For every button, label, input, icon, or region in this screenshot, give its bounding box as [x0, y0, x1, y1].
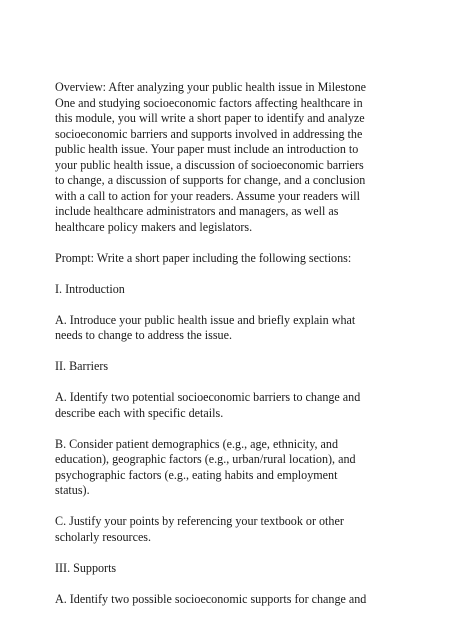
overview-paragraph	[55, 80, 415, 235]
section-barriers-heading	[55, 359, 415, 375]
barriers-item-b	[55, 437, 415, 499]
item-line: status).	[55, 483, 90, 497]
overview-line: One and studying socioeconomic factors affecting healthcare in	[55, 95, 363, 110]
item-line: A. Introduce your public health issue and briefly explain what	[55, 312, 356, 327]
item-line: A. Identify two potential socioeconomic barriers to change and	[55, 390, 361, 404]
supports-item-a	[55, 592, 415, 608]
section-introduction-heading	[55, 282, 415, 298]
overview-line: socioeconomic barriers and supports involved in addressing the	[55, 126, 363, 141]
overview-line: Overview: After analyzing your public health issue in Milestone	[55, 80, 367, 94]
item-line: needs to change to address the issue.	[55, 328, 232, 342]
prompt-paragraph	[55, 251, 415, 267]
barriers-item-c	[55, 514, 415, 545]
section-heading: II. Barriers	[55, 359, 109, 373]
overview-line: to change, a discussion of supports for change, and a conclusion	[55, 173, 366, 187]
item-line: A. Identify two possible socioeconomic supports for change and	[55, 591, 367, 606]
overview-line: with a call to action for your readers. Assume your readers will	[55, 188, 360, 203]
section-supports-heading	[55, 561, 415, 577]
item-line: C. Justify your points by referencing your textbook or other	[55, 514, 344, 528]
overview-line: healthcare policy makers and legislators.	[55, 219, 253, 234]
prompt-line: Prompt: Write a short paper including the following sections:	[55, 250, 352, 265]
section-heading: I. Introduction	[55, 281, 125, 296]
document-body	[55, 80, 415, 623]
item-line: scholarly resources.	[55, 529, 152, 544]
item-line: psychographic factors (e.g., eating habits and employment	[55, 467, 338, 482]
barriers-item-a	[55, 390, 415, 421]
overview-line: public health issue. Your paper must include an introduction to	[55, 142, 359, 156]
item-line: education), geographic factors (e.g., urban/rural location), and	[55, 452, 356, 466]
introduction-item-a	[55, 313, 415, 344]
section-heading: III. Supports	[55, 560, 117, 575]
overview-line: this module, you will write a short paper to identify and analyze	[55, 111, 365, 125]
overview-line: your public health issue, a discussion of socioeconomic barriers	[55, 157, 364, 172]
overview-line: include healthcare administrators and managers, as well as	[55, 204, 339, 218]
item-line: B. Consider patient demographics (e.g., age, ethnicity, and	[55, 436, 339, 451]
item-line: describe each with specific details.	[55, 405, 224, 420]
